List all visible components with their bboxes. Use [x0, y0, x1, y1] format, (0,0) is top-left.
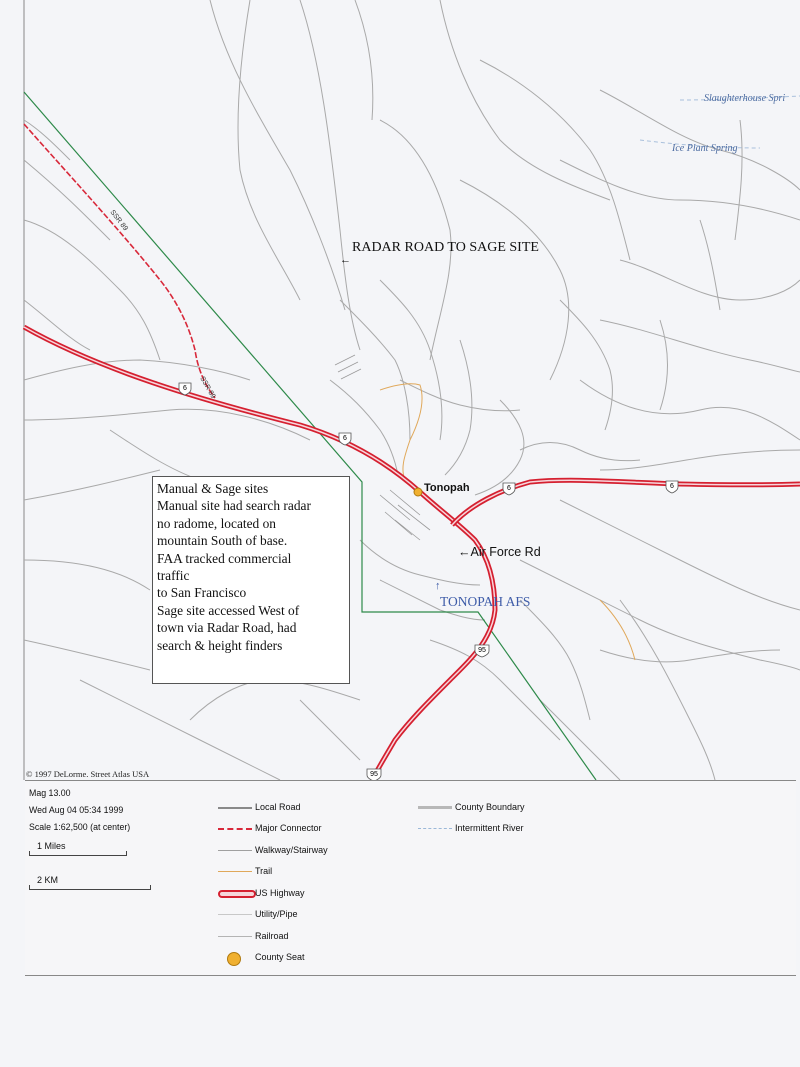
major-connector-icon	[218, 828, 252, 830]
local-road-icon	[218, 807, 252, 809]
legend-label: Railroad	[255, 931, 289, 941]
slaughterhouse-spring-label: Slaughterhouse Spri	[704, 93, 786, 104]
legend-label: County Boundary	[455, 802, 525, 812]
annotation-line: Manual site had search radar	[157, 498, 311, 514]
annotation-box	[152, 476, 350, 684]
intermittent-river-icon	[418, 828, 452, 829]
route-shield-number: 6	[670, 483, 674, 490]
air-force-rd-text: Air Force Rd	[470, 545, 541, 559]
route-shield	[503, 483, 515, 495]
route-shield-number: 6	[343, 435, 347, 442]
walkway-icon	[218, 850, 252, 851]
route-shield	[179, 383, 191, 395]
road-label-ssr89: SSR 89	[198, 375, 217, 400]
route-shield	[339, 433, 351, 445]
legend-label: US Highway	[255, 888, 305, 898]
utility-pipe-icon	[218, 914, 252, 915]
legend-label: Walkway/Stairway	[255, 845, 328, 855]
annotation-line: Manual & Sage sites	[157, 481, 269, 496]
county-seat-marker[interactable]	[414, 488, 422, 496]
annotation-line: Sage site accessed West of	[157, 602, 300, 618]
legend-panel	[25, 780, 796, 976]
annotation-line: search & height finders	[157, 637, 283, 653]
scale-bar-km	[29, 885, 151, 890]
route-shield	[367, 769, 381, 780]
local-roads	[24, 0, 800, 780]
road-label-ssr89: SSR 89	[108, 208, 129, 233]
railroad-icon	[218, 936, 252, 937]
route-shield	[475, 645, 489, 657]
copyright-label: © 1997 DeLorme. Street Atlas USA	[26, 769, 150, 779]
scale-bar-km-label: 2 KM	[37, 875, 59, 885]
annotation-line: town via Radar Road, had	[157, 620, 297, 636]
us-highway-icon	[218, 890, 256, 898]
major-connector-ssr89	[24, 124, 215, 398]
left-arrow-icon: ←	[458, 545, 471, 559]
legend-label: Local Road	[255, 802, 301, 812]
legend-label: Trail	[255, 866, 273, 876]
legend-label: Major Connector	[255, 823, 322, 833]
route-shield-number: 95	[370, 771, 378, 778]
radar-road-label: RADAR ROAD TO SAGE SITE	[352, 240, 539, 255]
map-scale: Scale 1:62,500 (at center)	[29, 822, 131, 832]
legend-label: Utility/Pipe	[255, 909, 298, 919]
scale-bar-miles-label: 1 Miles	[37, 841, 66, 851]
route-shield-number: 95	[478, 647, 486, 654]
mag-level: Mag 13.00	[29, 788, 71, 798]
air-force-rd-label	[458, 545, 541, 559]
annotation-line: traffic	[157, 568, 190, 584]
trail-icon	[218, 871, 252, 872]
ice-plant-spring-label: Ice Plant Spring	[672, 143, 738, 154]
left-arrow-icon: ←	[340, 254, 351, 266]
legend-label: Intermittent River	[455, 823, 524, 833]
annotation-line: no radome, located on	[157, 515, 276, 531]
county-boundary-icon	[418, 806, 452, 809]
afs-marker-icon: ↑	[435, 580, 441, 592]
route-shield-number: 6	[507, 485, 511, 492]
tonopah-label[interactable]: Tonopah	[424, 482, 470, 494]
route-shield	[666, 481, 678, 493]
scale-bar-miles	[29, 851, 127, 856]
tonopah-afs-label[interactable]: TONOPAH AFS	[440, 594, 531, 609]
legend-label: County Seat	[255, 952, 305, 962]
annotation-line: FAA tracked commercial	[157, 550, 292, 566]
annotation-line: to San Francisco	[157, 585, 247, 601]
print-date: Wed Aug 04 05:34 1999	[29, 805, 124, 815]
us-highways	[24, 327, 800, 780]
route-shield-number: 6	[183, 385, 187, 392]
county-seat-icon	[227, 952, 241, 966]
trails	[380, 384, 635, 660]
annotation-line: mountain South of base.	[157, 533, 288, 549]
